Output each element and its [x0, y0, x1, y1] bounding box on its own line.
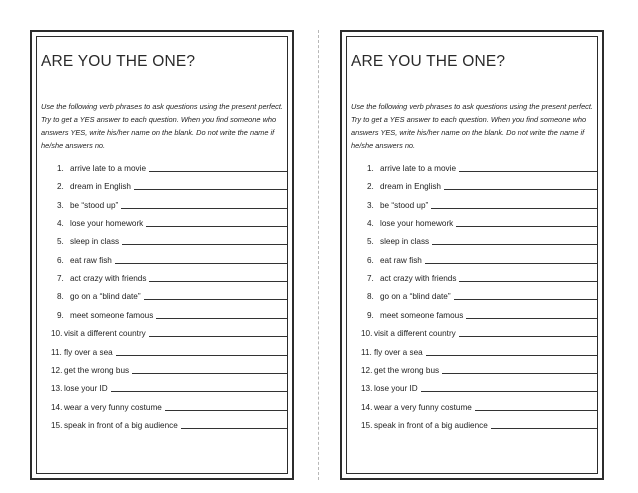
name-answer-blank[interactable] [466, 309, 597, 319]
name-answer-blank[interactable] [111, 382, 287, 392]
name-answer-blank[interactable] [426, 346, 597, 356]
question-text: lose your homework [70, 219, 144, 229]
name-answer-blank[interactable] [116, 346, 287, 356]
question-number: 3. [57, 200, 64, 210]
name-answer-blank[interactable] [134, 180, 287, 190]
question-number: 4. [57, 219, 64, 229]
question-number: 2. [367, 182, 374, 192]
name-answer-blank[interactable] [132, 364, 287, 374]
name-answer-blank[interactable] [115, 254, 287, 264]
question-number: 10. [361, 329, 373, 339]
question-text: visit a different country [64, 329, 146, 339]
question-text: sleep in class [70, 237, 120, 247]
name-answer-blank[interactable] [431, 199, 597, 209]
question-number: 3. [367, 200, 374, 210]
question-item [57, 272, 287, 283]
question-item [51, 327, 287, 338]
question-text: get the wrong bus [374, 365, 440, 375]
question-item [57, 180, 287, 191]
question-item [361, 364, 597, 375]
card-inner-border [36, 36, 288, 474]
question-text: wear a very funny costume [374, 402, 472, 412]
question-number: 12. [361, 365, 373, 375]
question-item [367, 254, 597, 265]
name-answer-blank[interactable] [421, 382, 597, 392]
worksheet-instructions: Use the following verb phrases to ask questions using the present perfect. Try to get a YES answer to each question. When you find someone who answers YES, write his/her name on the blank. Do not write the name if he/she answers no. [41, 102, 283, 150]
name-answer-blank[interactable] [459, 327, 597, 337]
question-text: dream in English [380, 182, 441, 192]
question-number: 1. [367, 164, 374, 173]
name-answer-blank[interactable] [459, 272, 597, 282]
question-number: 11. [51, 347, 62, 357]
question-text: eat raw fish [380, 255, 422, 265]
question-item [361, 346, 597, 357]
question-number: 1. [57, 164, 64, 173]
question-number: 13. [51, 384, 63, 394]
question-text: lose your ID [374, 384, 418, 394]
question-text: lose your ID [64, 384, 108, 394]
worksheet-card-right [340, 30, 604, 480]
question-text: visit a different country [374, 329, 456, 339]
question-number: 11. [361, 347, 372, 357]
question-item [367, 290, 597, 301]
name-answer-blank[interactable] [475, 401, 597, 411]
question-text: speak in front of a big audience [374, 420, 488, 430]
name-answer-blank[interactable] [432, 235, 597, 245]
question-text: be “stood up” [70, 200, 119, 210]
name-answer-blank[interactable] [149, 327, 287, 337]
name-answer-blank[interactable] [122, 235, 287, 245]
question-number: 14. [51, 402, 63, 412]
worksheet-card-left [30, 30, 294, 480]
name-answer-blank[interactable] [442, 364, 597, 374]
name-answer-blank[interactable] [425, 254, 597, 264]
question-item [57, 254, 287, 265]
question-text: act crazy with friends [380, 274, 457, 284]
question-item [51, 364, 287, 375]
name-answer-blank[interactable] [149, 272, 287, 282]
question-item [57, 217, 287, 228]
question-number: 10. [51, 329, 63, 339]
question-text: meet someone famous [380, 310, 464, 320]
question-item [367, 217, 597, 228]
question-text: go on a “blind date” [70, 292, 141, 302]
question-item [361, 327, 597, 338]
question-text: get the wrong bus [64, 365, 130, 375]
question-text: eat raw fish [70, 255, 112, 265]
question-item [57, 309, 287, 320]
question-item [57, 235, 287, 246]
name-answer-blank[interactable] [146, 217, 287, 227]
question-item [57, 290, 287, 301]
question-item [361, 382, 597, 393]
name-answer-blank[interactable] [121, 199, 287, 209]
name-answer-blank[interactable] [181, 419, 287, 429]
question-text: lose your homework [380, 219, 454, 229]
question-number: 6. [57, 255, 64, 265]
question-text: be “stood up” [380, 200, 429, 210]
question-text: arrive late to a movie [70, 164, 146, 173]
question-text: fly over a sea [64, 347, 113, 357]
question-text: sleep in class [380, 237, 430, 247]
question-item [51, 419, 287, 430]
question-text: arrive late to a movie [380, 164, 456, 173]
question-number: 6. [367, 255, 374, 265]
question-number: 13. [361, 384, 373, 394]
question-item [367, 235, 597, 246]
name-answer-blank[interactable] [454, 290, 597, 300]
name-answer-blank[interactable] [144, 290, 287, 300]
question-number: 5. [57, 237, 64, 247]
question-item [51, 346, 287, 357]
question-item [51, 382, 287, 393]
name-answer-blank[interactable] [165, 401, 287, 411]
question-number: 4. [367, 219, 374, 229]
question-text: dream in English [70, 182, 131, 192]
question-item [367, 272, 597, 283]
question-text: act crazy with friends [70, 274, 147, 284]
question-number: 8. [57, 292, 64, 302]
worksheet-instructions: Use the following verb phrases to ask questions using the present perfect. Try to get a YES answer to each question. When you find someone who answers YES, write his/her name on the blank. Do not write the name if he/she answers no. [351, 102, 593, 150]
name-answer-blank[interactable] [456, 217, 597, 227]
question-number: 15. [361, 420, 373, 430]
name-answer-blank[interactable] [444, 180, 597, 190]
question-number: 7. [367, 274, 374, 284]
question-text: meet someone famous [70, 310, 154, 320]
question-number: 8. [367, 292, 374, 302]
worksheet-title: ARE YOU THE ONE? [351, 53, 506, 70]
question-number: 9. [57, 310, 64, 320]
card-inner-border [346, 36, 598, 474]
question-item [367, 180, 597, 191]
worksheet-title: ARE YOU THE ONE? [41, 53, 196, 70]
name-answer-blank[interactable] [459, 162, 597, 172]
name-answer-blank[interactable] [156, 309, 287, 319]
question-text: wear a very funny costume [64, 402, 162, 412]
question-number: 2. [57, 182, 64, 192]
question-item [57, 162, 287, 173]
cut-line-divider [318, 30, 319, 480]
question-item [361, 401, 597, 412]
question-number: 5. [367, 237, 374, 247]
question-item [367, 162, 597, 173]
question-text: go on a “blind date” [380, 292, 451, 302]
question-number: 9. [367, 310, 374, 320]
question-number: 14. [361, 402, 373, 412]
question-item [361, 419, 597, 430]
question-number: 7. [57, 274, 64, 284]
question-number: 12. [51, 365, 63, 375]
question-number: 15. [51, 420, 63, 430]
question-text: fly over a sea [374, 347, 423, 357]
name-answer-blank[interactable] [149, 162, 287, 172]
question-text: speak in front of a big audience [64, 420, 178, 430]
question-item [57, 199, 287, 210]
question-item [367, 199, 597, 210]
question-item [51, 401, 287, 412]
name-answer-blank[interactable] [491, 419, 597, 429]
question-item [367, 309, 597, 320]
